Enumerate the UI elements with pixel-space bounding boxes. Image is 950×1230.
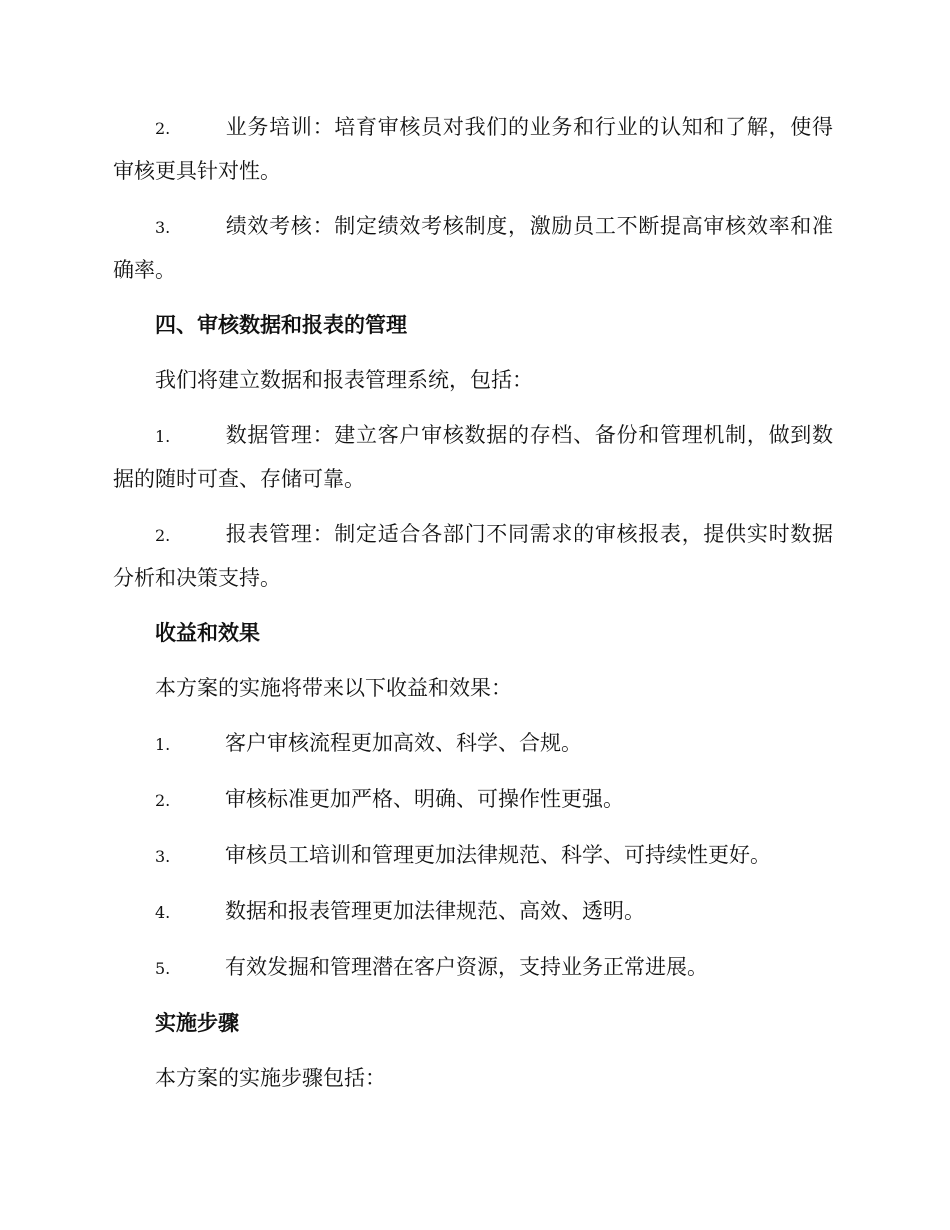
list-item xyxy=(113,834,833,878)
list-item xyxy=(113,890,833,934)
paragraph-intro: 本方案的实施步骤包括： xyxy=(155,1066,386,1090)
list-number: 3. xyxy=(155,847,171,866)
list-number: 5. xyxy=(155,959,171,978)
list-number: 2. xyxy=(155,791,171,810)
paragraph-intro: 我们将建立数据和报表管理系统，包括： xyxy=(155,368,533,392)
list-item xyxy=(113,946,833,990)
list-number: 2. xyxy=(155,526,171,545)
list-text: 审核员工培训和管理更加法律规范、科学、可持续性更好。 xyxy=(225,843,771,867)
paragraph-intro: 本方案的实施将带来以下收益和效果： xyxy=(155,676,512,700)
list-number: 1. xyxy=(155,735,171,754)
list-item xyxy=(113,778,833,822)
list-number: 4. xyxy=(155,903,171,922)
list-text: 报表管理：制定适合各部门不同需求的审核报表，提供实时数据分析和决策支持。 xyxy=(113,522,833,590)
document-page xyxy=(113,106,833,1112)
list-number: 3. xyxy=(155,218,171,237)
section-heading-data-management: 四、审核数据和报表的管理 xyxy=(155,313,407,337)
list-item xyxy=(113,722,833,766)
list-text: 审核标准更加严格、明确、可操作性更强。 xyxy=(225,787,624,811)
list-text: 有效发掘和管理潜在客户资源，支持业务正常进展。 xyxy=(225,955,708,979)
list-item xyxy=(113,106,833,193)
list-item xyxy=(113,414,833,501)
section-heading-benefits: 收益和效果 xyxy=(155,621,260,645)
list-number: 2. xyxy=(155,119,171,138)
list-text: 绩效考核：制定绩效考核制度，激励员工不断提高审核效率和准确率。 xyxy=(113,214,833,282)
list-text: 业务培训：培育审核员对我们的业务和行业的认知和了解，使得审核更具针对性。 xyxy=(113,115,833,183)
list-item xyxy=(113,205,833,292)
list-text: 数据和报表管理更加法律规范、高效、透明。 xyxy=(225,899,645,923)
list-text: 客户审核流程更加高效、科学、合规。 xyxy=(225,731,582,755)
list-number: 1. xyxy=(155,427,171,446)
list-item xyxy=(113,513,833,600)
section-heading-steps: 实施步骤 xyxy=(155,1011,239,1035)
list-text: 数据管理：建立客户审核数据的存档、备份和管理机制，做到数据的随时可查、存储可靠。 xyxy=(113,423,833,491)
